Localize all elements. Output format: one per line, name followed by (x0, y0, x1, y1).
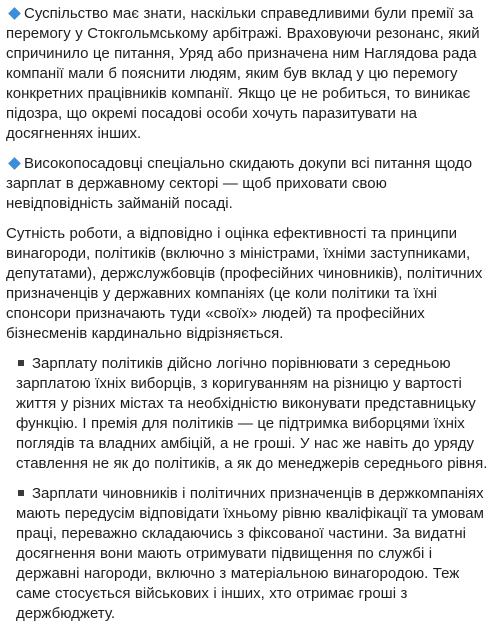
paragraph-civil-servants-salary (6, 484, 492, 624)
paragraph-text: Суспільство має знати, наскільки справедливими були премії за перемогу у Стокгольмському арбітражі. Враховуючи резонанс, який спричинило це питання, Уряд або призначена ним Наглядова рада компанії мали б пояснити людям, яким був вклад у цю перемогу конкретних працівників компанії. Якщо це не робиться, то виникає підозра, що окремі посадові особи хочуть паразитувати на досягненнях інших. (6, 5, 480, 142)
paragraph-arbitration-bonuses (6, 4, 492, 144)
paragraph-officials-salaries (6, 154, 492, 214)
paragraph-text: Сутність роботи, а відповідно і оцінка ефективності та принципи винагороди, політиків (включно з міністрами, їхніми заступниками, депутатами), держслужбовців (професійних чиновників), політичних призначенців у державних компаніях (це коли політики та їхні спонсори призначають туди «своїх» людей) та професійних бізнесменів кардинально відрізняється. (6, 225, 483, 342)
black-square-icon (18, 360, 24, 366)
paragraph-text: Зарплати чиновників і політичних призначенців в держкомпаніях мають передусім відповідати їхньому рівню кваліфікації та умовам праці, переважно складаючись з фіксованої частини. За видатні досягнення вони мають отримувати підвищення по службі і державні нагороди, включно з матеріальною винагородою. Теж саме стосується військових і інших, хто отримає гроші з держбюджету. (16, 485, 484, 622)
paragraph-text: Зарплату політиків дійсно логічно порівнювати з середньою зарплатою їхніх виборців, з коригуванням на різницю у вартості життя у різних містах та необхідністю виконувати представницьку функцію. І премія для політиків — це підтримка виборцями їхніх поглядів та владних амбіцій, а не гроші. У нас же навіть до уряду ставлення не як до політиків, а як до менеджерів середнього рівня. (16, 355, 488, 472)
paragraph-politicians-salary (6, 354, 492, 474)
black-square-icon (18, 490, 24, 496)
paragraph-essence-of-work (6, 224, 492, 344)
paragraph-text: Високопосадовці спеціально скидають докупи всі питання щодо зарплат в державному секторі — щоб приховати свою невідповідність займаній посаді. (6, 155, 473, 212)
blue-diamond-icon (8, 157, 21, 170)
blue-diamond-icon (8, 7, 21, 20)
